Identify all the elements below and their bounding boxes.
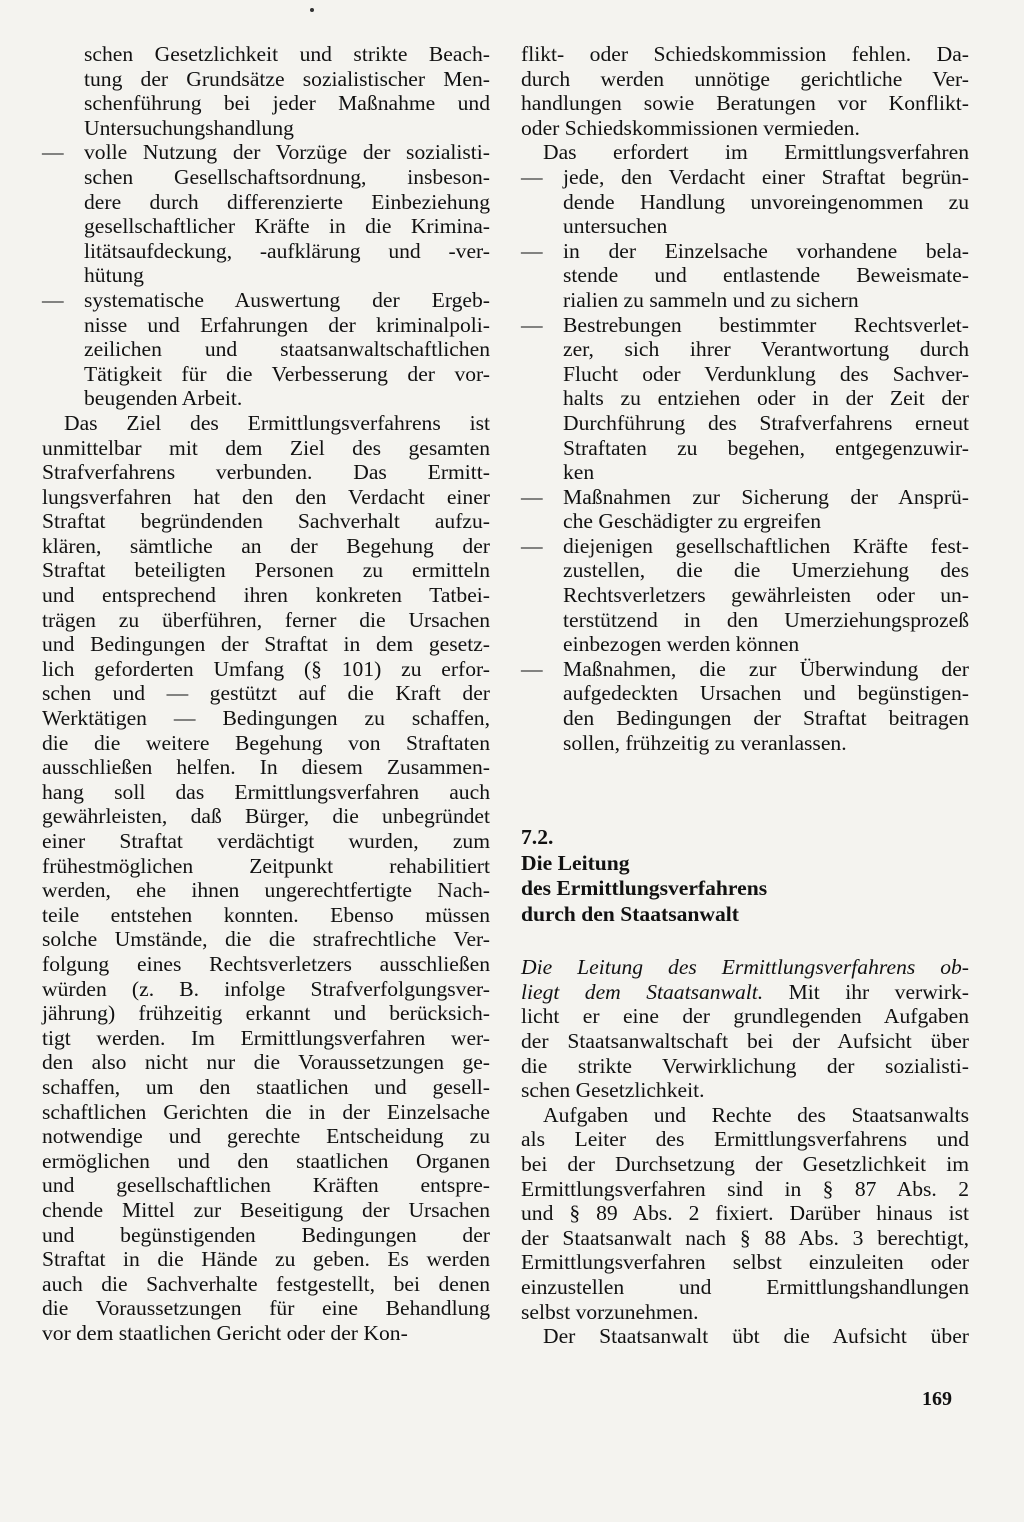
text-line: Durchführung des Strafverfahrens erneut: [563, 410, 969, 435]
text-line: Maßnahmen zur Sicherung der Ansprü-: [563, 484, 969, 509]
bullet-list-right: [521, 165, 969, 755]
bullet-list-left: [42, 140, 490, 411]
text-line: gesellschaftlicher Kräfte in die Krimina-: [84, 214, 490, 239]
paragraph-continuation: [521, 42, 969, 140]
emphasis-text: liegt dem Staatsanwalt.: [521, 979, 764, 1004]
text-line: Die Leitung des Ermittlungsverfahrens ob-: [521, 955, 969, 980]
text-line: die die weitere Begehung von Straftaten: [42, 730, 490, 755]
list-item: [521, 534, 969, 657]
dash-bullet: —: [521, 656, 543, 681]
text-line: volle Nutzung der Vorzüge der sozialisti-: [84, 140, 490, 165]
list-item: [521, 313, 969, 485]
text-line: Der Staatsanwalt übt die Aufsicht über: [543, 1324, 969, 1349]
section-title-line: durch den Staatsanwalt: [521, 901, 739, 926]
text-line: den Bedingungen der Straftat beitragen: [563, 706, 969, 731]
text-line: sollen, frühzeitig zu veranlassen.: [563, 730, 847, 755]
text-line: handlungen sowie Beratungen vor Konflikt-: [521, 91, 969, 116]
text-line: einzustellen und Ermittlungshandlungen: [521, 1274, 969, 1299]
text-line: der Staatsanwaltschaft bei der Aufsicht über: [521, 1029, 969, 1053]
section-paragraph-3: [521, 1324, 969, 1349]
text-line: Untersuchungshandlung: [84, 115, 294, 140]
text-line: untersuchen: [563, 214, 668, 239]
text-line: der Staatsanwalt nach § 88 Abs. 3 berechtigt,: [521, 1225, 969, 1250]
list-item: [42, 288, 490, 411]
page-number: 169: [922, 1388, 952, 1410]
text-line: oder Schiedskommissionen vermieden.: [521, 115, 860, 140]
text-line: diejenigen gesellschaftlichen Kräfte fest-: [563, 533, 969, 558]
text-line: bei der Durchsetzung der Gesetzlichkeit im: [521, 1151, 969, 1176]
text-line: Maßnahmen, die zur Überwindung der: [563, 656, 969, 681]
text-line: jährung) frühzeitig erkannt und berücksich-: [42, 1001, 490, 1026]
paragraph-goal: [42, 411, 490, 1346]
text-line: Ermittlungsverfahren selbst einzuleiten oder: [521, 1250, 969, 1275]
text-line: Werktätigen — Bedingungen zu schaffen,: [42, 706, 490, 731]
text-line: schenführung bei jeder Maßnahme und: [84, 91, 490, 116]
text-line: zer, sich ihrer Verantwortung durch: [563, 337, 969, 362]
dash-bullet: —: [521, 238, 543, 263]
text-line: den also nicht nur die Voraussetzungen ge-: [42, 1050, 490, 1075]
list-item: [521, 485, 969, 534]
list-item: [521, 239, 969, 313]
section-paragraph-1: [521, 955, 969, 1103]
text-line: gewährleisten, daß Bürger, die unbegründet: [42, 804, 490, 829]
text-line: unmittelbar mit dem Ziel des gesamten: [42, 435, 490, 460]
section-paragraph-2: [521, 1103, 969, 1324]
text-line: die strikte Verwirklichung der sozialisti-: [521, 1053, 969, 1078]
text-line: zustellen, die die Umerziehung des: [563, 558, 969, 583]
dash-bullet: —: [521, 533, 543, 558]
text-line: nisse und Erfahrungen der kriminalpoli-: [84, 312, 490, 337]
text-line: Aufgaben und Rechte des Staatsanwalts: [543, 1102, 969, 1127]
text-line: und entsprechend ihren konkreten Tatbei-: [42, 583, 490, 608]
dash-bullet: —: [521, 312, 543, 337]
section-title-line: des Ermittlungsverfahrens: [521, 876, 768, 901]
text-line: Bestrebungen bestimmter Rechtsverlet-: [563, 312, 969, 337]
text-line: und § 89 Abs. 2 fixiert. Darüber hinaus ist: [521, 1201, 969, 1226]
text-line: Tätigkeit für die Verbesserung der vor-: [84, 361, 490, 386]
text-line: als Leiter des Ermittlungsverfahrens und: [521, 1127, 969, 1152]
text-line: chende Mittel zur Beseitigung der Ursachen: [42, 1197, 490, 1222]
text-line: liegt dem Staatsanwalt. Mit ihr verwirk-: [521, 979, 969, 1004]
print-speck: [310, 8, 314, 12]
text-line: Ermittlungsverfahren sind in § 87 Abs. 2: [521, 1176, 969, 1201]
text-line: ausschließen helfen. In diesem Zusammen-: [42, 755, 490, 780]
text-line: halts zu entziehen oder in der Zeit der: [563, 386, 969, 411]
text-line: lungsverfahren hat den den Verdacht einer: [42, 484, 490, 509]
text-line: ermöglichen und den staatlichen Organen: [42, 1148, 490, 1173]
text-line: und gesellschaftlichen Kräften entspre-: [42, 1173, 490, 1198]
text-line: schen und — gestützt auf die Kraft der: [42, 681, 490, 706]
text-line: zeilichen und staatsanwaltschaftlichen: [84, 337, 490, 362]
text-line: schaffen, um den staatlichen und gesell-: [42, 1074, 490, 1099]
text-line: und begünstigenden Bedingungen der: [42, 1222, 490, 1247]
text-line: stende und entlastende Beweismate-: [563, 263, 969, 288]
text-line: einer Straftat verdächtigt wurden, zum: [42, 829, 490, 853]
section-heading: [521, 825, 969, 927]
section-title-line: Die Leitung: [521, 850, 630, 875]
text-line: die Voraussetzungen für eine Behandlung: [42, 1296, 490, 1321]
text-line: terstützend in den Umerziehungsprozeß: [563, 607, 969, 632]
text-line: Straftat beteiligten Personen zu ermitteln: [42, 558, 490, 583]
list-item: [521, 165, 969, 239]
text-line: Rechtsverletzers gewährleisten oder un-: [563, 583, 969, 608]
right-column: [521, 42, 969, 1349]
text-line: schen Gesetzlichkeit.: [521, 1078, 705, 1103]
text-line: jede, den Verdacht einer Straftat begrün-: [563, 164, 969, 189]
section-number: 7.2.: [521, 825, 554, 850]
text-line: flikt- oder Schiedskommission fehlen. Da-: [521, 42, 969, 66]
text-line: einbezogen werden können: [563, 632, 800, 657]
lead-line: [521, 140, 969, 165]
text-line: Straftat in die Hände zu geben. Es werden: [42, 1247, 490, 1272]
text-line: werden, ehe ihnen ungerechtfertigte Nach-: [42, 878, 490, 903]
text-line: tigt werden. Im Ermittlungsverfahren wer-: [42, 1025, 490, 1050]
text-line: notwendige und gerechte Entscheidung zu: [42, 1124, 490, 1149]
text-line: licht er eine der grundlegenden Aufgaben: [521, 1004, 969, 1029]
text-line: vor dem staatlichen Gericht oder der Kon-: [42, 1320, 408, 1345]
text-line: Flucht oder Verdunklung des Sachver-: [563, 361, 969, 386]
dash-bullet: —: [521, 164, 543, 189]
text-line: teile entstehen konnten. Ebenso müssen: [42, 902, 490, 927]
text-line: frühestmöglichen Zeitpunkt rehabilitiert: [42, 853, 490, 878]
text-line: schen Gesellschaftsordnung, insbeson-: [84, 164, 490, 189]
text-line: beugenden Arbeit.: [84, 386, 243, 411]
text-line: schaftlichen Gerichten die in der Einzelsache: [42, 1099, 490, 1124]
text-line: aufgedeckten Ursachen und begünstigen-: [563, 681, 969, 706]
text-line: durch werden unnötige gerichtliche Ver-: [521, 66, 969, 91]
text-line: dere durch differenzierte Einbeziehung: [84, 189, 490, 214]
text-line: Das Ziel des Ermittlungsverfahrens ist: [64, 410, 490, 435]
list-item: [42, 140, 490, 288]
text-line: trägen zu überführen, ferner die Ursachen: [42, 607, 490, 632]
text-line: ken: [563, 460, 595, 485]
text-line: litätsaufdeckung, -aufklärung und -ver-: [84, 238, 490, 263]
dash-bullet: —: [521, 484, 543, 509]
text-line: Das erfordert im Ermittlungsverfahren: [543, 140, 969, 165]
text-line: und Bedingungen der Straftat in dem gesetz-: [42, 632, 490, 657]
text-line: in der Einzelsache vorhandene bela-: [563, 238, 969, 263]
text-line: hang soll das Ermittlungsverfahren auch: [42, 779, 490, 804]
text-line: solche Umstände, die die strafrechtliche Ver-: [42, 927, 490, 952]
text-line: würden (z. B. infolge Strafverfolgungsver-: [42, 976, 490, 1001]
text-line: rialien zu sammeln und zu sichern: [563, 287, 859, 312]
list-item: [521, 657, 969, 755]
text-line: dende Handlung unvoreingenommen zu: [563, 189, 969, 214]
text-line: auch die Sachverhalte festgestellt, bei denen: [42, 1271, 490, 1296]
text-line: selbst vorzunehmen.: [521, 1299, 699, 1324]
text-line: schen Gesetzlichkeit und strikte Beach-: [84, 42, 490, 66]
text-line: folgung eines Rechtsverletzers ausschließen: [42, 951, 490, 976]
dash-bullet: —: [42, 140, 64, 165]
text-line: lich geforderten Umfang (§ 101) zu erfor-: [42, 656, 490, 681]
text-line: Strafverfahrens verbunden. Das Ermitt-: [42, 460, 490, 485]
left-column: [42, 42, 490, 1345]
list-continuation: [42, 42, 490, 140]
text-line: hütung: [84, 263, 144, 288]
text-line: tung der Grundsätze sozialistischer Men-: [84, 66, 490, 91]
text-line: klären, sämtliche an der Begehung der: [42, 533, 490, 558]
dash-bullet: —: [42, 287, 64, 312]
text-line: systematische Auswertung der Ergeb-: [84, 287, 490, 312]
text-line: che Geschädigter zu ergreifen: [563, 509, 821, 534]
text-line: Straftaten zu begehen, entgegenzuwir-: [563, 435, 969, 460]
text-line: Straftat begründenden Sachverhalt aufzu-: [42, 509, 490, 534]
